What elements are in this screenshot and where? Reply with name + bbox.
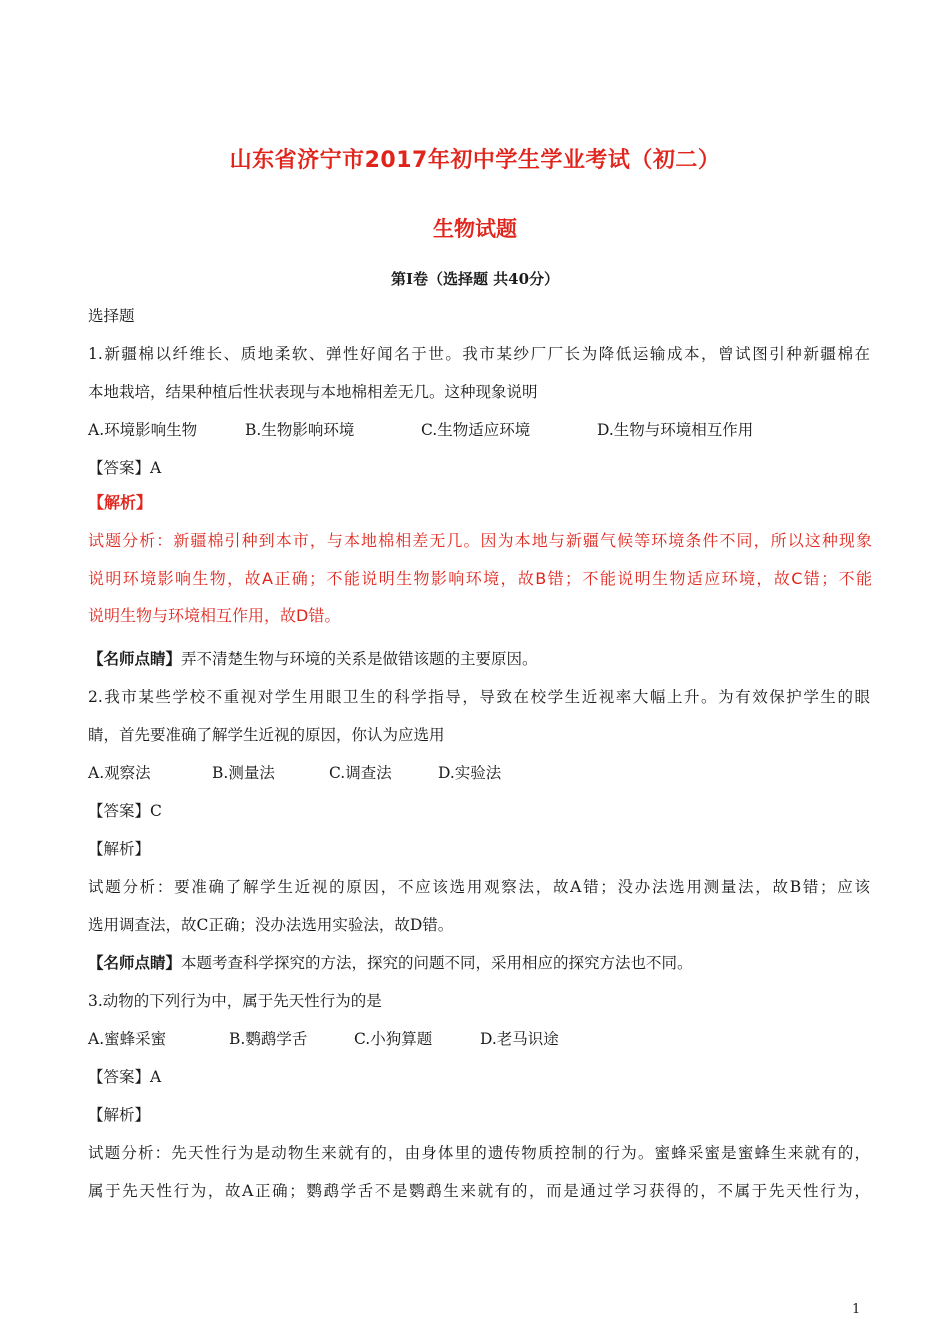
- section-heading: 第Ⅰ卷（选择题 共40分）: [390, 270, 560, 288]
- q3-option-b: B.鹦鹉学舌: [229, 1030, 308, 1048]
- q2-answer: 【答案】C: [88, 802, 162, 820]
- q1-option-d: D.生物与环境相互作用: [597, 421, 754, 439]
- q3-analysis-line-1: 试题分析：先天性行为是动物生来就有的，由身体里的遗传物质控制的行为。蜜蜂采蜜是蜜蜂生来就有的，: [88, 1144, 870, 1162]
- page-number: 1: [852, 1302, 861, 1317]
- q2-analysis-line-1: 试题分析：要准确了解学生近视的原因，不应该选用观察法，故A错；没办法选用测量法，故B错；应该: [88, 878, 870, 896]
- q1-analysis-line-2: 说明环境影响生物，故A正确；不能说明生物影响环境，故B错；不能说明生物适应环境，故C错；不能: [88, 569, 872, 588]
- q1-option-a: A.环境影响生物: [88, 421, 198, 439]
- q2-tip: [88, 953, 870, 973]
- q1-option-c: C.生物适应环境: [421, 421, 531, 439]
- exam-subtitle: 生物试题: [433, 217, 517, 241]
- q3-option-d: D.老马识途: [480, 1030, 559, 1048]
- q3-answer: 【答案】A: [88, 1068, 162, 1086]
- q2-stem-line-1: 2.我市某些学校不重视对学生用眼卫生的科学指导，导致在校学生近视率大幅上升。为有效保护学生的眼: [88, 688, 870, 706]
- q3-option-c: C.小狗算题: [354, 1030, 433, 1048]
- q1-tip: [88, 649, 870, 669]
- q2-option-d: D.实验法: [438, 764, 502, 782]
- q1-option-b: B.生物影响环境: [245, 421, 355, 439]
- q3-stem-line-1: 3.动物的下列行为中，属于先天性行为的是: [88, 992, 382, 1010]
- q1-tip-text: 弄不清楚生物与环境的关系是做错该题的主要原因。: [181, 650, 538, 668]
- q1-answer: 【答案】A: [88, 459, 162, 477]
- q3-option-a: A.蜜蜂采蜜: [88, 1030, 167, 1048]
- q1-stem-line-1: 1.新疆棉以纤维长、质地柔软、弹性好闻名于世。我市某纱厂厂长为降低运输成本，曾试图引种新疆棉在: [88, 345, 870, 363]
- q2-analysis-line-2: 选用调查法，故C正确；没办法选用实验法，故D错。: [88, 916, 454, 934]
- q2-option-c: C.调查法: [329, 764, 392, 782]
- q2-analysis-label: 【解析】: [88, 840, 151, 858]
- q2-option-a: A.观察法: [88, 764, 151, 782]
- q1-analysis-label: 【解析】: [88, 493, 153, 512]
- q2-tip-label: 【名师点睛】: [88, 953, 182, 972]
- q2-option-b: B.测量法: [212, 764, 275, 782]
- question-category: 选择题: [88, 307, 135, 325]
- q1-analysis-line-3: 说明生物与环境相互作用，故D错。: [88, 606, 341, 625]
- q3-analysis-line-2: 属于先天性行为，故A正确；鹦鹉学舌不是鹦鹉生来就有的，而是通过学习获得的，不属于先天性行为，: [88, 1182, 870, 1200]
- q1-analysis-line-1: 试题分析：新疆棉引种到本市，与本地棉相差无几。因为本地与新疆气候等环境条件不同，所以这种现象: [88, 531, 872, 550]
- q2-stem-line-2: 睛，首先要准确了解学生近视的原因，你认为应选用: [88, 726, 445, 744]
- q1-stem-line-2: 本地栽培，结果种植后性状表现与本地棉相差无几。这种现象说明: [88, 383, 538, 401]
- q1-tip-label: 【名师点睛】: [88, 649, 182, 668]
- q3-analysis-label: 【解析】: [88, 1106, 151, 1124]
- exam-title: 山东省济宁市2017年初中学生学业考试（初二）: [229, 148, 721, 173]
- q2-tip-text: 本题考查科学探究的方法，探究的问题不同，采用相应的探究方法也不同。: [181, 954, 693, 972]
